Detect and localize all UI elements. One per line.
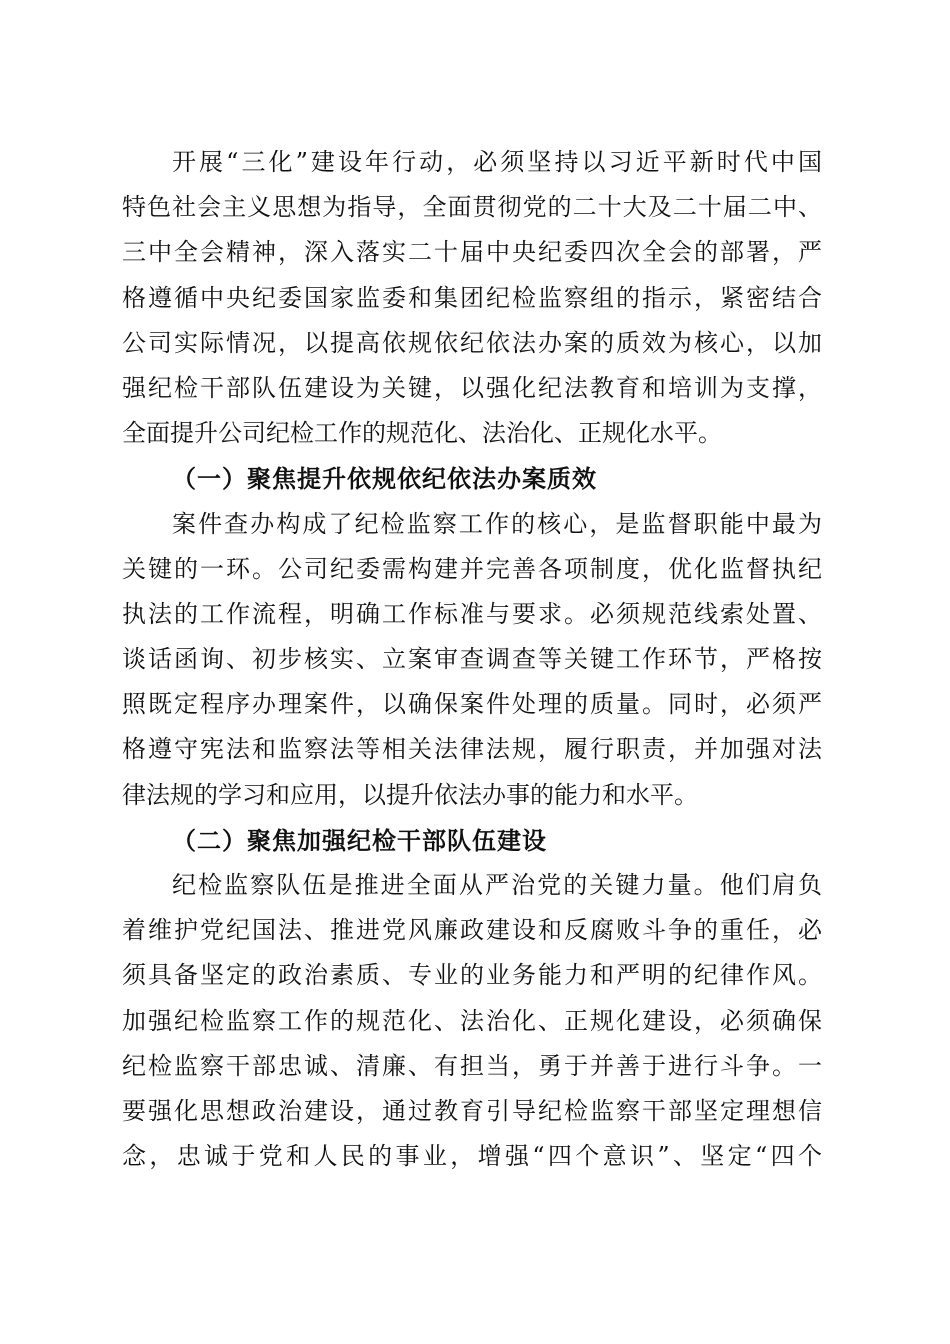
text-line: 案件查办构成了纪检监察工作的核心，是监督职能中最为 (172, 509, 822, 538)
text-line: 执法的工作流程，明确工作标准与要求。必须规范线索处置、 (122, 599, 822, 628)
text-line: 照既定程序办理案件，以确保案件处理的质量。同时，必须严 (122, 690, 822, 719)
text-line: 强纪检干部队伍建设为关键，以强化纪法教育和培训为支撑， (122, 373, 822, 402)
text-line: 特色社会主义思想为指导，全面贯彻党的二十大及二十届二中、 (122, 193, 822, 222)
text-line: 谈话函询、初步核实、立案审查调查等关键工作环节，严格按 (122, 645, 822, 674)
text-line: 律法规的学习和应用，以提升依法办事的能力和水平。 (122, 780, 698, 809)
section-heading-2: （二）聚焦加强纪检干部队伍建设 (172, 825, 547, 855)
text-line: 念，忠诚于党和人民的事业，增强“四个意识”、坚定“四个 (122, 1142, 822, 1171)
text-line: 格遵守宪法和监察法等相关法律法规，履行职责，并加强对法 (122, 735, 822, 764)
text-line: 加强纪检监察工作的规范化、法治化、正规化建设，必须确保 (122, 1006, 822, 1035)
text-line: 须具备坚定的政治素质、专业的业务能力和严明的纪律作风。 (122, 961, 822, 990)
text-line: 纪检监察队伍是推进全面从严治党的关键力量。他们肩负 (172, 871, 822, 899)
text-line: 全面提升公司纪检工作的规范化、法治化、正规化水平。 (122, 419, 722, 448)
document-body (122, 140, 822, 1179)
paragraph-team-building (122, 863, 822, 1179)
text-line: 开展“三化”建设年行动，必须坚持以习近平新时代中国 (172, 148, 822, 176)
paragraph-intro (122, 140, 822, 456)
paragraph-case-handling (122, 502, 822, 818)
text-line: 关键的一环。公司纪委需构建并完善各项制度，优化监督执纪 (122, 554, 822, 583)
text-line: 纪检监察干部忠诚、清廉、有担当，勇于并善于进行斗争。一 (122, 1051, 822, 1080)
text-line: 三中全会精神，深入落实二十届中央纪委四次全会的部署，严 (122, 238, 822, 267)
text-line: 格遵循中央纪委国家监委和集团纪检监察组的指示，紧密结合 (122, 283, 822, 312)
text-line: 要强化思想政治建设，通过教育引导纪检监察干部坚定理想信 (122, 1096, 822, 1125)
text-line: 公司实际情况，以提高依规依纪依法办案的质效为核心，以加 (122, 328, 822, 357)
section-heading-1: （一）聚焦提升依规依纪依法办案质效 (172, 464, 597, 494)
text-line: 着维护党纪国法、推进党风廉政建设和反腐败斗争的重任，必 (122, 916, 822, 945)
